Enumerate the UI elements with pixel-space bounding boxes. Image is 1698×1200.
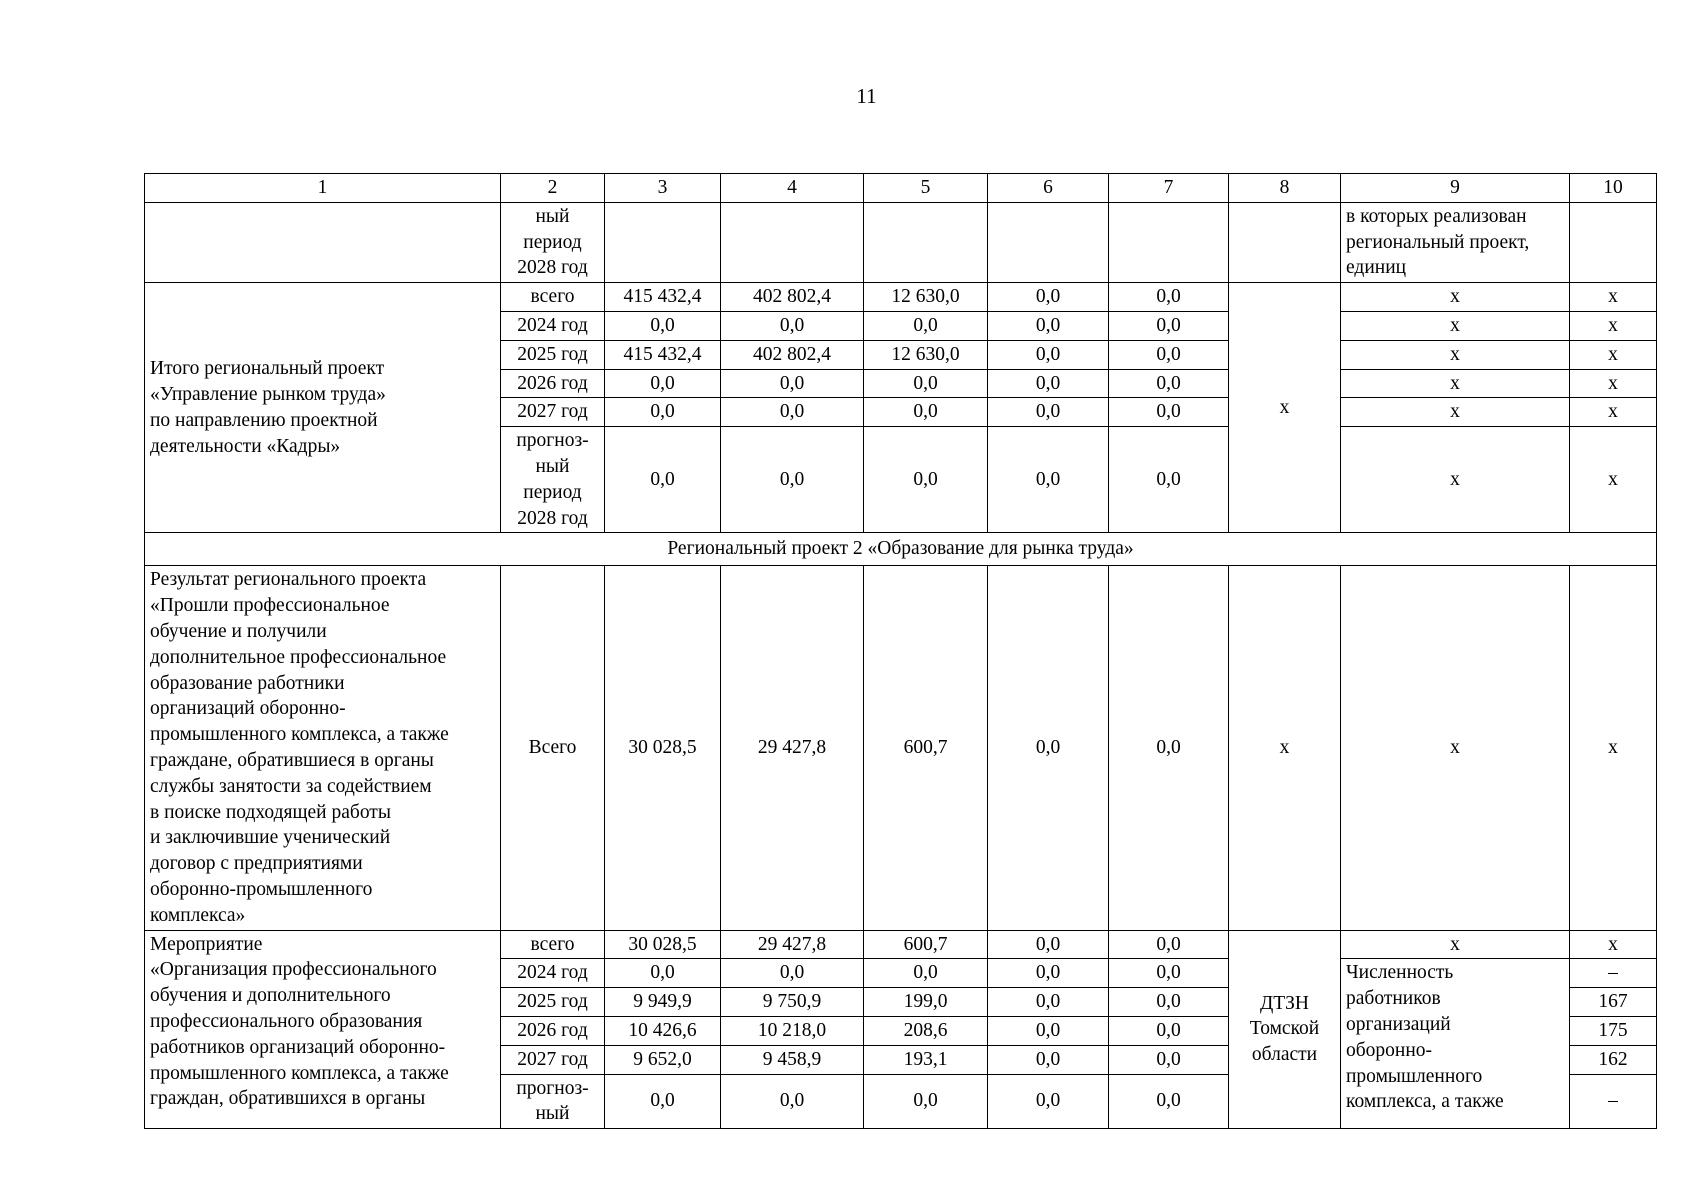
text-line: и заключившие ученический — [150, 827, 391, 849]
value-cell: 0,0 — [605, 959, 721, 988]
value-cell: х — [1570, 369, 1657, 398]
value-cell: 0,0 — [864, 1074, 988, 1129]
measure-name — [145, 930, 501, 1129]
text-line: в которых реализован — [1346, 205, 1527, 227]
value-cell: 0,0 — [1109, 566, 1229, 930]
value-cell: 415 432,4 — [605, 340, 721, 369]
value-cell: 0,0 — [605, 398, 721, 427]
continuation-row — [145, 202, 1657, 282]
indicator-cell: х — [1341, 340, 1570, 369]
text-line: дополнительное профессиональное — [150, 646, 447, 668]
budget-table — [144, 173, 1657, 1129]
value-cell: 0,0 — [864, 959, 988, 988]
period-cell — [501, 988, 605, 1017]
empty-cell — [145, 202, 501, 282]
value-cell: 30 028,5 — [605, 930, 721, 959]
indicator-cell: х — [1341, 283, 1570, 312]
value-cell: 9 652,0 — [605, 1045, 721, 1074]
value-cell: 10 426,6 — [605, 1016, 721, 1045]
value-cell: 600,7 — [864, 566, 988, 930]
value-cell: 0,0 — [988, 988, 1109, 1017]
value-cell: 208,6 — [864, 1016, 988, 1045]
value-cell: 0,0 — [864, 311, 988, 340]
value-cell: 402 802,4 — [721, 340, 864, 369]
text-line: области — [1251, 1044, 1318, 1066]
indicator-cell: х — [1341, 369, 1570, 398]
text-line: ный — [535, 205, 570, 227]
text-line: граждан, обратившихся в органы — [150, 1088, 426, 1110]
text-line: граждане, обратившиеся в органы — [150, 749, 434, 771]
value-cell: 9 949,9 — [605, 988, 721, 1017]
period-cell — [501, 202, 605, 282]
value-cell: 0,0 — [1109, 1045, 1229, 1074]
text-line: период — [523, 481, 582, 503]
indicator-cell: х — [1341, 398, 1570, 427]
value-cell: 0,0 — [1109, 930, 1229, 959]
value-cell: 0,0 — [864, 369, 988, 398]
empty-cell — [988, 202, 1109, 282]
value-cell: 0,0 — [605, 311, 721, 340]
text-line: ный — [535, 1103, 570, 1125]
empty-cell — [1109, 202, 1229, 282]
value-cell: 0,0 — [1109, 1016, 1229, 1045]
text-line: промышленного — [1346, 1065, 1483, 1087]
column-header: 5 — [864, 174, 988, 203]
value-cell: х — [1570, 427, 1657, 533]
value-cell: – — [1570, 959, 1657, 988]
text-line: Томской — [1249, 1018, 1320, 1040]
value-cell: 0,0 — [988, 566, 1109, 930]
text-line: 2025 год — [517, 343, 588, 365]
text-line: Результат регионального проекта — [150, 569, 427, 591]
value-cell: 0,0 — [988, 1045, 1109, 1074]
text-line: оборонно-промышленного — [150, 878, 373, 900]
column-number-row — [145, 174, 1657, 203]
value-cell: 9 458,9 — [721, 1045, 864, 1074]
column-header: 8 — [1229, 174, 1341, 203]
value-cell: 0,0 — [721, 1074, 864, 1129]
text-line: службы занятости за содействием — [150, 775, 432, 797]
indicator-cell: х — [1341, 311, 1570, 340]
text-line: ный — [535, 455, 570, 477]
column-header: 6 — [988, 174, 1109, 203]
value-cell: 0,0 — [988, 283, 1109, 312]
text-line: региональный проект, — [1346, 231, 1530, 253]
value-cell: 0,0 — [864, 427, 988, 533]
period-cell — [501, 1045, 605, 1074]
empty-cell — [1229, 202, 1341, 282]
value-cell: 0,0 — [1109, 959, 1229, 988]
text-line: деятельности «Кадры» — [150, 435, 341, 457]
value-cell: 0,0 — [721, 959, 864, 988]
executor-cell: х — [1229, 283, 1341, 533]
text-line: ДТЗН — [1259, 992, 1310, 1014]
column-header: 1 — [145, 174, 501, 203]
text-line: профессионального образования — [150, 1010, 423, 1032]
value-cell: 0,0 — [864, 398, 988, 427]
empty-cell — [864, 202, 988, 282]
value-cell: х — [1570, 398, 1657, 427]
period-cell — [501, 930, 605, 959]
value-cell: – — [1570, 1074, 1657, 1129]
value-cell: 10 218,0 — [721, 1016, 864, 1045]
text-line: 2026 год — [517, 1019, 588, 1041]
text-line: договор с предприятиями — [150, 853, 363, 875]
value-cell: 0,0 — [988, 1016, 1109, 1045]
value-cell: 0,0 — [988, 369, 1109, 398]
section-title: Региональный проект 2 «Образование для рынка труда» — [145, 533, 1657, 566]
value-cell: 0,0 — [721, 369, 864, 398]
value-cell: 600,7 — [864, 930, 988, 959]
text-line: «Прошли профессиональное — [150, 595, 390, 617]
column-header: 2 — [501, 174, 605, 203]
text-line: 2024 год — [517, 962, 588, 984]
value-cell: 12 630,0 — [864, 340, 988, 369]
text-line: период — [523, 231, 582, 253]
value-cell: 193,1 — [864, 1045, 988, 1074]
value-cell: 0,0 — [988, 1074, 1109, 1129]
period-cell — [501, 959, 605, 988]
column-header: 7 — [1109, 174, 1229, 203]
total-row — [145, 283, 1657, 312]
value-cell: 30 028,5 — [605, 566, 721, 930]
period-cell — [501, 1074, 605, 1129]
value-cell: 0,0 — [721, 311, 864, 340]
result-row — [145, 566, 1657, 930]
text-line: работников организаций оборонно- — [150, 1036, 446, 1058]
text-line: работников — [1346, 988, 1441, 1010]
text-line: организаций оборонно- — [150, 698, 346, 720]
value-cell: 0,0 — [988, 311, 1109, 340]
text-line: «Управление рынком труда» — [150, 383, 386, 405]
value-cell: 0,0 — [988, 398, 1109, 427]
value-cell: 0,0 — [1109, 427, 1229, 533]
result-name — [145, 566, 501, 930]
value-cell: 0,0 — [1109, 283, 1229, 312]
value-cell: 402 802,4 — [721, 283, 864, 312]
text-line: 2027 год — [517, 401, 588, 423]
page-number: 11 — [856, 84, 877, 108]
text-line: 2026 год — [517, 372, 588, 394]
column-header: 4 — [721, 174, 864, 203]
text-line: комплекса, а также — [1346, 1091, 1504, 1113]
value-cell: 0,0 — [721, 398, 864, 427]
value-cell: 0,0 — [988, 959, 1109, 988]
period-cell — [501, 283, 605, 312]
text-line: 2027 год — [517, 1048, 588, 1070]
value-cell: х — [1570, 283, 1657, 312]
value-cell: 199,0 — [864, 988, 988, 1017]
text-line: «Организация профессионального — [150, 959, 437, 981]
column-header: 3 — [605, 174, 721, 203]
text-line: Мероприятие — [150, 933, 263, 955]
value-cell: 162 — [1570, 1045, 1657, 1074]
value-cell: 0,0 — [988, 427, 1109, 533]
text-line: по направлению проектной — [150, 409, 378, 431]
value-cell: х — [1570, 311, 1657, 340]
empty-cell — [1570, 202, 1657, 282]
text-line: 2028 год — [517, 257, 588, 279]
section-row — [145, 533, 1657, 566]
column-header: 9 — [1341, 174, 1570, 203]
period-cell: Всего — [501, 566, 605, 930]
text-line: 2024 год — [517, 314, 588, 336]
value-cell: 0,0 — [1109, 398, 1229, 427]
column-header: 10 — [1570, 174, 1657, 203]
value-cell: 175 — [1570, 1016, 1657, 1045]
indicator-cell: х — [1341, 930, 1570, 959]
period-cell — [501, 369, 605, 398]
measure-row — [145, 930, 1657, 959]
value-cell: 0,0 — [1109, 369, 1229, 398]
period-cell — [501, 427, 605, 533]
value-cell: 0,0 — [721, 427, 864, 533]
value-cell: 415 432,4 — [605, 283, 721, 312]
period-cell — [501, 311, 605, 340]
value-cell: 0,0 — [1109, 340, 1229, 369]
value-cell: 0,0 — [1109, 311, 1229, 340]
executor-cell: х — [1229, 566, 1341, 930]
text-line: в поиске подходящей работы — [150, 801, 391, 823]
indicator-cell: х — [1341, 566, 1570, 930]
text-line: Итого региональный проект — [150, 358, 385, 380]
value-cell: 29 427,8 — [721, 930, 864, 959]
text-line: обучение и получили — [150, 620, 327, 642]
indicator-cell: х — [1341, 427, 1570, 533]
text-line: обучения и дополнительного — [150, 985, 391, 1007]
indicator-cell — [1341, 202, 1570, 282]
indicator-name — [1341, 959, 1570, 1129]
period-cell — [501, 398, 605, 427]
value-cell: 0,0 — [988, 340, 1109, 369]
value-cell: 0,0 — [988, 930, 1109, 959]
value-cell: 167 — [1570, 988, 1657, 1017]
value-cell: х — [1570, 930, 1657, 959]
text-line: образование работники — [150, 672, 345, 694]
text-line: 2028 год — [517, 507, 588, 529]
value-cell: 29 427,8 — [721, 566, 864, 930]
text-line: промышленного комплекса, а также — [150, 724, 449, 746]
text-line: единиц — [1346, 257, 1407, 279]
value-cell: 9 750,9 — [721, 988, 864, 1017]
value-cell: х — [1570, 566, 1657, 930]
text-line: 2025 год — [517, 991, 588, 1013]
text-line: промышленного комплекса, а также — [150, 1062, 449, 1084]
text-line: организаций — [1346, 1013, 1451, 1035]
value-cell: 0,0 — [1109, 988, 1229, 1017]
value-cell: х — [1570, 340, 1657, 369]
executor-cell — [1229, 930, 1341, 1129]
value-cell: 0,0 — [605, 369, 721, 398]
text-line: комплекса» — [150, 904, 246, 926]
text-line: прогноз- — [516, 430, 589, 452]
text-line: Численность — [1346, 962, 1454, 984]
text-line: всего — [530, 933, 575, 955]
text-line: оборонно- — [1346, 1039, 1433, 1061]
total-project-name — [145, 283, 501, 533]
empty-cell — [721, 202, 864, 282]
value-cell: 12 630,0 — [864, 283, 988, 312]
value-cell: 0,0 — [605, 1074, 721, 1129]
empty-cell — [605, 202, 721, 282]
text-line: прогноз- — [516, 1077, 589, 1099]
value-cell: 0,0 — [605, 427, 721, 533]
value-cell: 0,0 — [1109, 1074, 1229, 1129]
period-cell — [501, 340, 605, 369]
text-line: всего — [530, 286, 575, 308]
period-cell — [501, 1016, 605, 1045]
